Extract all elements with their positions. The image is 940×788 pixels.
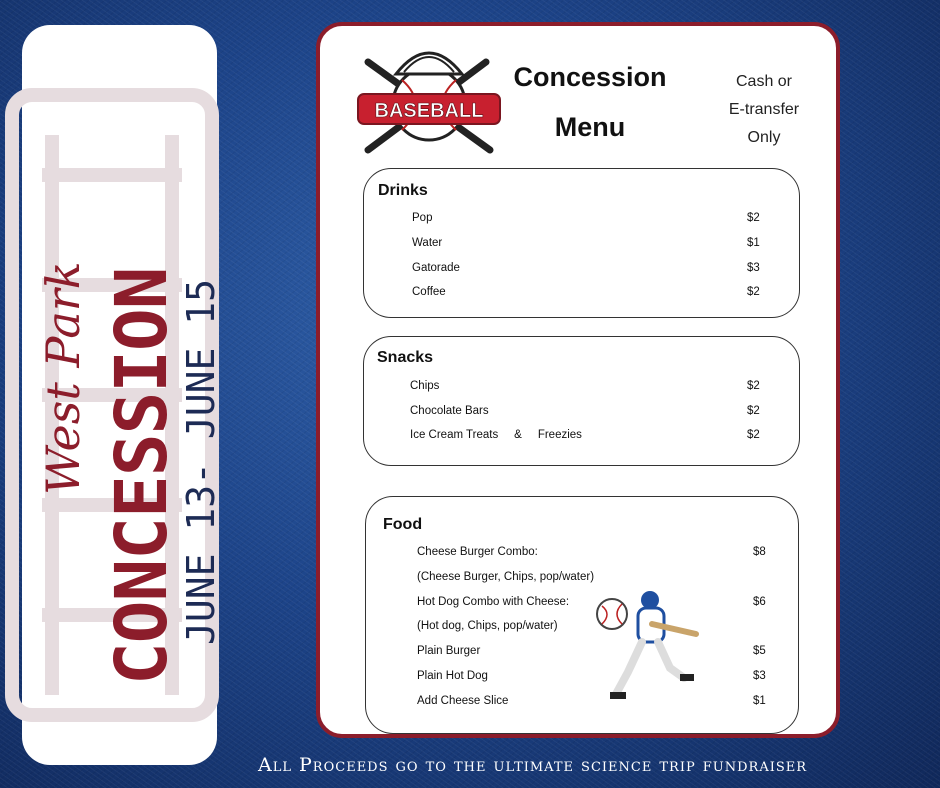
drinks-title: Drinks (378, 182, 428, 199)
menu-item-price: $1 (753, 695, 766, 707)
payment-line2: E-transfer (728, 101, 800, 118)
menu-item: Plain Burger (417, 645, 481, 657)
logo-text: BASEBALL (374, 100, 484, 122)
menu-item: Plain Hot Dog (417, 670, 488, 682)
footer-note: All Proceeds go to the ultimate science trip fundraiser (258, 754, 808, 776)
banner-script-text: West Park (36, 261, 90, 495)
banner-title: CONCESSION (100, 267, 183, 685)
banner-dates: JUNE 13- JUNE 15 (179, 278, 223, 645)
payment-line3: Only (747, 129, 781, 146)
menu-title-line2: Menu (554, 112, 626, 142)
menu-item-price: $6 (753, 596, 766, 608)
menu-item: Ice Cream Treats & Freezies (410, 429, 582, 441)
menu-item: Pop (412, 212, 433, 224)
menu-item: Water (412, 237, 443, 249)
menu-item: Cheese Burger Combo: (417, 546, 538, 558)
payment-line1: Cash or (735, 73, 793, 90)
menu-title-line1: Concession (513, 62, 667, 92)
menu-item: Hot Dog Combo with Cheese: (417, 596, 570, 608)
menu-item-price: $5 (753, 645, 766, 657)
menu-item-price: $3 (747, 262, 760, 274)
menu-item: (Hot dog, Chips, pop/water) (417, 620, 558, 632)
menu-item: Gatorade (412, 262, 460, 274)
payment-note (714, 68, 814, 152)
menu-item: Chips (410, 380, 440, 392)
menu-item: Add Cheese Slice (417, 695, 509, 707)
baseball-logo-icon (354, 32, 504, 162)
menu-item: (Cheese Burger, Chips, pop/water) (417, 571, 595, 583)
menu-item-price: $2 (747, 429, 760, 441)
baseball-batter-icon (592, 586, 702, 716)
menu-item-price: $2 (747, 380, 760, 392)
menu-item-price: $2 (747, 212, 760, 224)
menu-item-price: $8 (753, 546, 766, 558)
snacks-title: Snacks (377, 349, 434, 366)
menu-item-price: $2 (747, 405, 760, 417)
menu-item-price: $3 (753, 670, 766, 682)
menu-item-price: $2 (747, 286, 760, 298)
left-banner (22, 25, 223, 765)
menu-card (316, 22, 840, 738)
menu-title (500, 52, 680, 152)
menu-item: Chocolate Bars (410, 405, 489, 417)
food-title: Food (383, 516, 423, 533)
menu-item: Coffee (412, 286, 446, 298)
menu-item-price: $1 (747, 237, 760, 249)
